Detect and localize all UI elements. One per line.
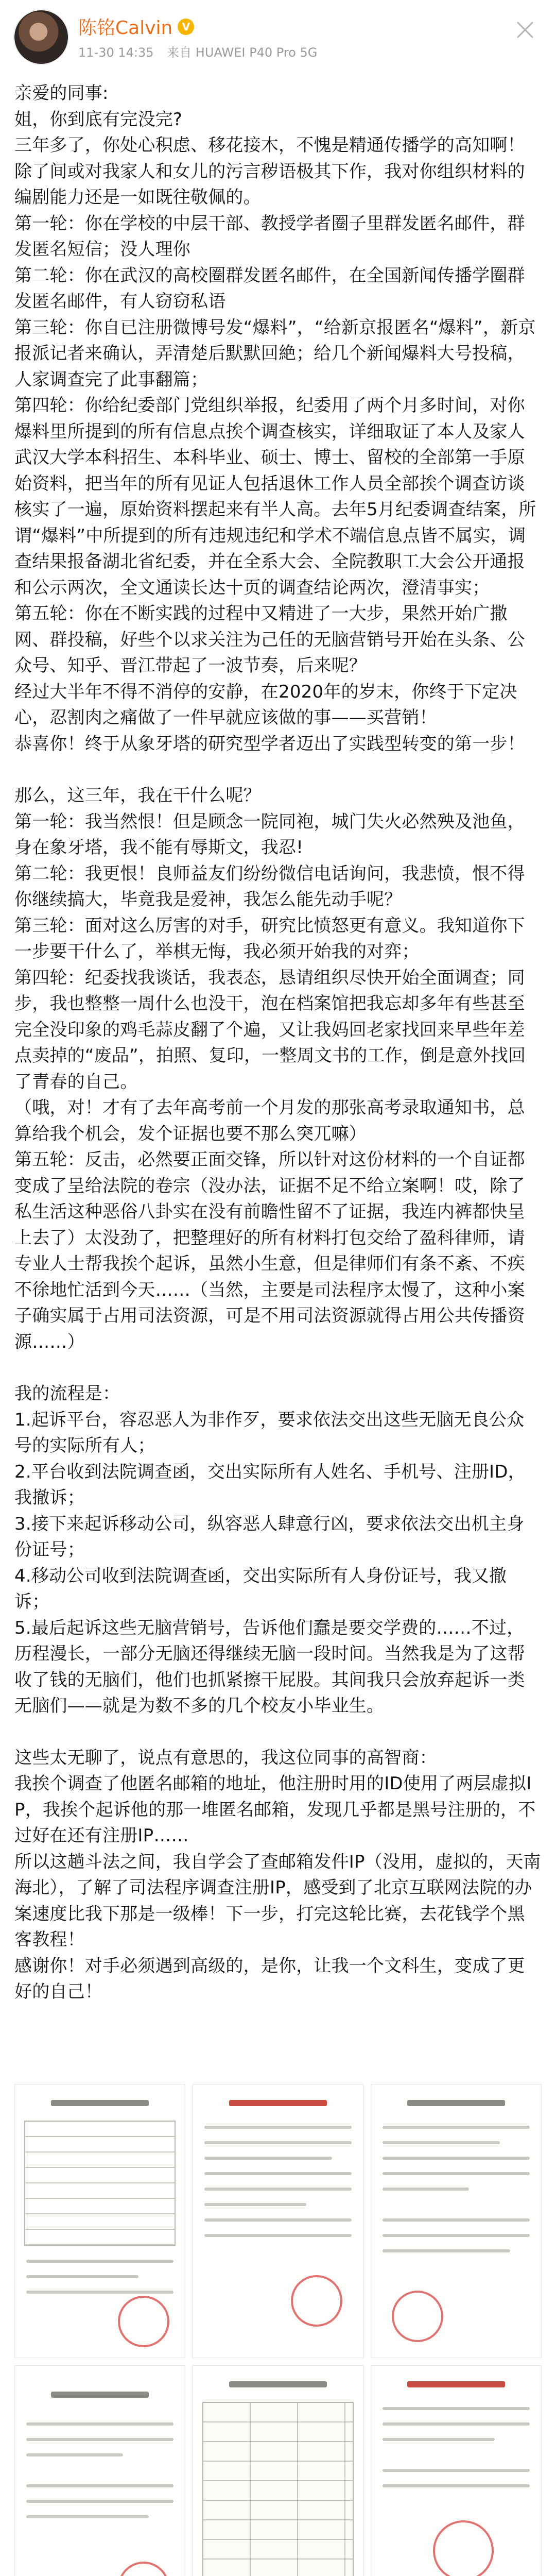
document-stamped-image[interactable] xyxy=(371,2365,542,2576)
document-form-image[interactable] xyxy=(14,2084,185,2358)
paragraph-conclusion: 这些太无聊了，说点有意思的，我这位同事的高智商： 我挨个调查了他匿名邮箱的地址，他注册时用的ID使用了两层虚拟IP，我挨个起诉他的那一堆匿名邮箱，发现几乎都是黑号注册的，不过好在还有注册IP…… 所以这趟斗法之间，我自学会了查邮箱发件IP（没用，虚拟的，天南海北），了解了司法程序调查注册IP，感受到了北京互联网法院的办案速度比我下那是一级棒！下一步，打完这轮比赛，去花钱学个黑客教程！ 感谢你！对手必须遇到高级的，是你，让我一个文科生，变成了更好的自己！ xyxy=(14,1747,541,2002)
document-notice-image[interactable] xyxy=(14,2365,185,2576)
paragraph-response: 那么，这三年，我在干什么呢？ 第一轮：我当然恨！但是顾念一院同袍，城门失火必然殃及池鱼，身在象牙塔，我不能有辱斯文，我忍! 第二轮：我更恨！良师益友们纷纷微信电话询问，我悲愤，恨不得你继续搞大，毕竟我是爱神，我怎么能先动手呢？ 第三轮：面对这么厉害的对手，研究比愤怒更有意义。我知道你下一步要干什么了，举棋无悔，我必须开始我的对弈； 第四轮：纪委找我谈话，我表态，恳请组织尽快开始全面调查；同步，我也整整一周什么也没干，泡在档案馆把我忘却多年有些甚至完全没印象的鸡毛蒜皮翻了个遍，又让我妈回老家找回来早些年差点卖掉的“废品”，拍照、复印，一整周文书的工作，倒是意外找回了青春的自己。 （哦，对！才有了去年高考前一个月发的那张高考录取通知书，总算给我个机会，发个证据也要不那么突兀嘛） 第五轮：反击，必然要正面交锋，所以针对这份材料的一个自证都变成了呈给法院的卷宗（没办法，证据不足不给立案啊！哎，除了私生活这种恶俗八卦实在没有前瞻性留不了证据，我连内裤都快呈上去了）太没劲了，把整理好的所有材料打包交给了盈科律师，请专业人士帮我挨个起诉，虽然小生意，但是律师们有条不紊、不疾不徐地忙活到今天……（当然，主要是司法程序太慢了，这种小案子确实属于占用司法资源，可是不用司法资源就得占用公共传播资源……） xyxy=(14,785,526,1352)
paragraph-process: 我的流程是： 1.起诉平台，容忍恶人为非作歹，要求依法交出这些无脑无良公众号的实际所有人； 2.平台收到法院调查函，交出实际所有人姓名、手机号、注册ID，我撤诉； 3.接下来起诉移动公司，纵容恶人肆意行凶，要求依法交出机主身份证号； 4.移动公司收到法院调查函，交出实际所有人身份证号，我又撤诉； 5.最后起诉这些无脑营销号，告诉他们蠢是要交学费的……不过，历程漫长，一部分无脑还得继续无脑一段时间。当然我是为了这帮收了钱的无脑们，他们也抓紧擦干屁股。其间我只会放弃起诉一类无脑们——就是为数不多的几个校友小毕业生。 xyxy=(14,1383,526,1716)
author-row xyxy=(78,13,194,40)
paragraph-intro: 亲爱的同事: 姐，你到底有完没完? 三年多了，你处心积虑、移花接木，不愧是精通传播学的高知啊！除了间或对我家人和女儿的污言秽语极其下作，我对你组织材料的编剧能力还是一如既往敬佩的。 第一轮：你在学校的中层干部、教授学者圈子里群发匿名邮件，群发匿名短信；没人理你 第二轮：你在武汉的高校圈群发匿名邮件，在全国新闻传播学圈群发匿名邮件，有人窃窃私语 第三轮：你自已注册微博号发“爆料”，“给新京报匿名“爆料”，新京报派记者来确认，弄清楚后默默回絶；给几个新闻爆料大号投稿，人家调查完了此事翻篇； 第四轮：你给纪委部门党组织举报，纪委用了两个月多时间，对你爆料里所提到的所有信息点挨个调查核实，详细取证了本人及家人武汉大学本科招生、本科毕业、硕士、博士、留校的全部第一手原始资料，把当年的所有见证人包括退休工作人员全部挨个调查访谈核实了一遍，原始资料摆起来有半人高。去年5月纪委调查结案，所谓“爆料”中所提到的所有违规违纪和学术不端信息点皆不属实，调查结果报备湖北省纪委，并在全系大会、全院教职工大会公开通报和公示两次，全文通读长达十页的调查结论两次，澄清事实； 第五轮：你在不断实践的过程中又精进了一大步，果然开始广撒网、群投稿，好些个以求关注为己任的无脑营销号开始在头条、公众号、知乎、晋江带起了一波节奏，后来呢？ 经过大半年不得不消停的安静，在2020年的岁末，你终于下定决心，忍割肉之痛做了一件早就应该做的事——买营销！ 恭喜你！终于从象牙塔的研究型学者迈出了实践型转变的第一步！ xyxy=(14,83,536,754)
image-grid xyxy=(14,2084,542,2576)
post-header xyxy=(0,0,556,77)
post-timestamp: 11-30 14:35 xyxy=(78,45,154,60)
post-meta xyxy=(78,42,326,60)
close-icon[interactable] xyxy=(513,18,537,42)
author-name[interactable]: 陈铭Calvin xyxy=(78,18,173,39)
post-body xyxy=(0,77,556,2005)
verified-badge-icon: V xyxy=(178,19,194,35)
post-source: 来自 HUAWEI P40 Pro 5G xyxy=(167,45,318,60)
avatar[interactable] xyxy=(14,10,68,64)
document-letter-image[interactable] xyxy=(371,2084,542,2358)
document-table-image[interactable] xyxy=(193,2365,363,2576)
document-court-image[interactable] xyxy=(193,2084,363,2358)
